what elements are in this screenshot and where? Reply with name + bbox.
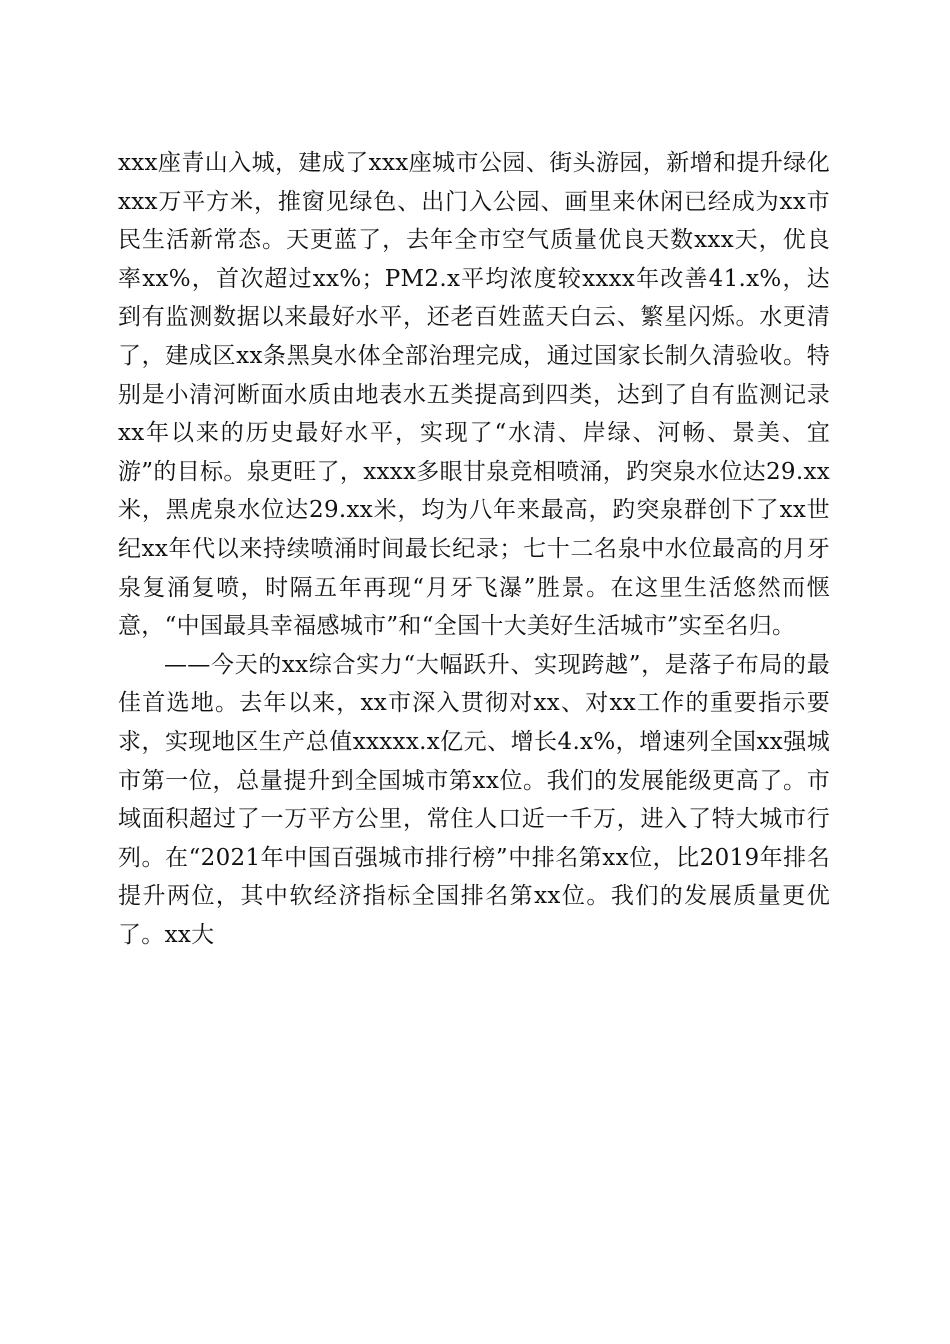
document-body <box>118 144 830 954</box>
body-paragraph-2: ——今天的xx综合实力“大幅跃升、实现跨越”，是落子布局的最佳首选地。去年以来，xx市深入贯彻对xx、对xx工作的重要指示要求，实现地区生产总值xxxxx.x亿元、增长4.x%，增速列全国xx强城市第一位，总量提升到全国城市第xx位。我们的发展能级更高了。市域面积超过了一万平方公里，常住人口近一千万，进入了特大城市行列。在“2021年中国百强城市排行榜”中排名第xx位，比2019年排名提升两位，其中软经济指标全国排名第xx位。我们的发展质量更优了。xx大 <box>118 651 830 948</box>
body-paragraph-1: xxx座青山入城，建成了xxx座城市公园、街头游园，新增和提升绿化xxx万平方米，推窗见绿色、出门入公园、画里来休闲已经成为xx市民生活新常态。天更蓝了，去年全市空气质量优良天数xxx天，优良率xx%，首次超过xx%；PM2.x平均浓度较xxxx年改善41.x%，达到有监测数据以来最好水平，还老百姓蓝天白云、繁星闪烁。水更清了，建成区xx条黑臭水体全部治理完成，通过国家长制久清验收。特别是小清河断面水质由地表水五类提高到四类，达到了自有监测记录xx年以来的历史最好水平，实现了“水清、岸绿、河畅、景美、宜游”的目标。泉更旺了，xxxx多眼甘泉竞相喷涌，趵突泉水位达29.xx米，黑虎泉水位达29.xx米，均为八年来最高，趵突泉群创下了xx世纪xx年代以来持续喷涌时间最长纪录；七十二名泉中水位最高的月牙泉复涌复喷，时隔五年再现“月牙飞瀑”胜景。在这里生活悠然而惬意，“中国最具幸福感城市”和“全国十大美好生活城市”实至名归。 <box>118 150 830 640</box>
